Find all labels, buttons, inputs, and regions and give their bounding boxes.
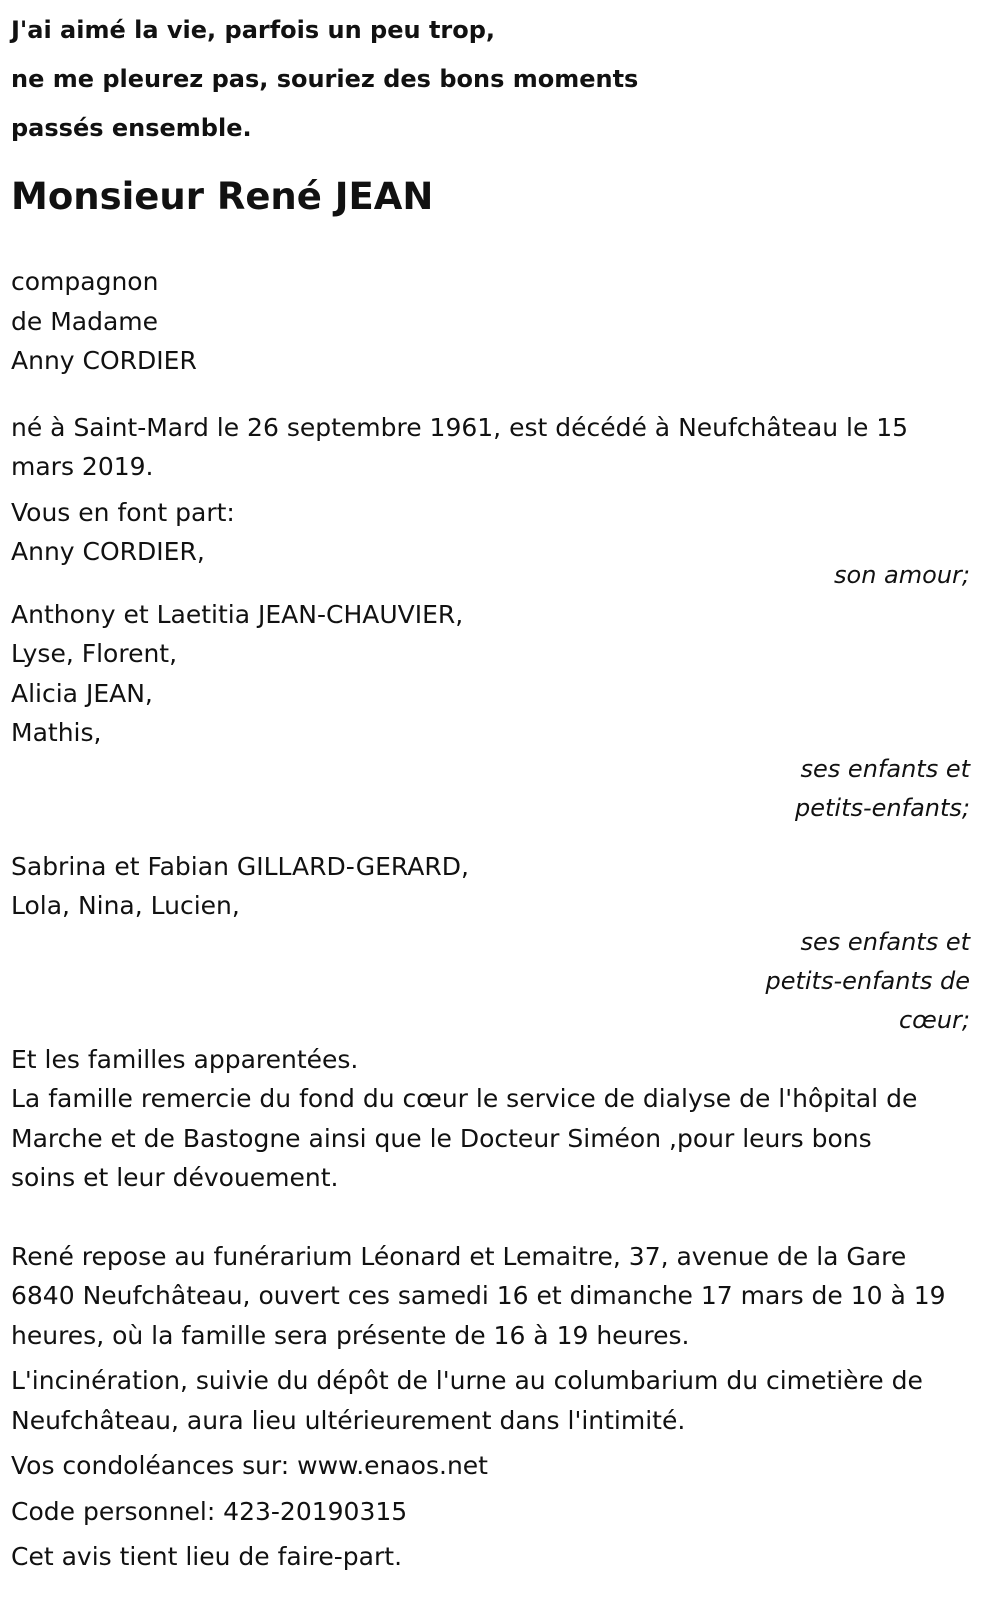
code-line: Code personnel: 423-20190315 <box>11 1496 408 1526</box>
family-name: Mathis, <box>11 718 102 747</box>
cremation-line: Neufchâteau, aura lieu ultérieurement dans l'intimité. <box>11 1405 686 1435</box>
spouse-line: de Madame <box>11 306 159 336</box>
family-relation: petits-enfants; <box>795 793 970 822</box>
poem-line: J'ai aimé la vie, parfois un peu trop, <box>11 16 496 44</box>
notice-line: Cet avis tient lieu de faire-part. <box>11 1542 403 1571</box>
birth-death-info <box>11 408 970 487</box>
family-group <box>11 595 970 828</box>
thanks-line: La famille remercie du fond du cœur le service de dialyse de l'hôpital de <box>11 1084 918 1113</box>
thanks-line: soins et leur dévouement. <box>11 1163 339 1192</box>
poem-line: passés ensemble. <box>11 114 252 142</box>
family-relation: petits-enfants de <box>765 966 970 995</box>
family-name: Anny CORDIER, <box>11 537 205 566</box>
family-relation: cœur; <box>898 1005 970 1034</box>
condolences-line: Vos condoléances sur: www.enaos.net <box>11 1451 488 1480</box>
family-name: Sabrina et Fabian GILLARD-GERARD, <box>11 851 469 881</box>
poem <box>11 0 970 153</box>
family-relation: ses enfants et <box>800 754 970 783</box>
spouse-line: Anny CORDIER <box>11 346 197 375</box>
family-relation: ses enfants et <box>800 927 970 956</box>
poem-line: ne me pleurez pas, souriez des bons moments <box>11 65 639 93</box>
rest-line: René repose au funérarium Léonard et Lemaitre, 37, avenue de la Gare <box>11 1241 907 1271</box>
thanks-line: Marche et de Bastogne ainsi que le Docteur Siméon ,pour leurs bons <box>11 1123 872 1153</box>
deceased-name: Monsieur René JEAN <box>11 175 434 218</box>
spouse-block <box>11 262 970 381</box>
family-name: Alicia JEAN, <box>11 678 153 708</box>
cremation-paragraph <box>11 1361 970 1440</box>
birth-line: mars 2019. <box>11 452 154 481</box>
spouse-line: compagnon <box>11 267 159 296</box>
family-name: Anthony et Laetitia JEAN-CHAUVIER, <box>11 599 464 629</box>
cremation-line: L'incinération, suivie du dépôt de l'urne au columbarium du cimetière de <box>11 1366 923 1395</box>
announce-line: Vous en font part: <box>11 497 235 527</box>
family-group <box>11 532 970 595</box>
family-name: Lyse, Florent, <box>11 639 178 668</box>
rest-line: 6840 Neufchâteau, ouvert ces samedi 16 et dimanche 17 mars de 10 à 19 <box>11 1281 946 1310</box>
rest-line: heures, où la famille sera présente de 16 à 19 heures. <box>11 1320 690 1350</box>
family-name: Lola, Nina, Lucien, <box>11 891 240 920</box>
family-group <box>11 847 970 1040</box>
thanks-paragraph <box>11 1079 970 1198</box>
families-line: Et les familles apparentées. <box>11 1044 359 1074</box>
rest-paragraph <box>11 1237 970 1356</box>
birth-line: né à Saint-Mard le 26 septembre 1961, est décédé à Neufchâteau le 15 <box>11 412 909 442</box>
family-relation: son amour; <box>834 560 970 589</box>
